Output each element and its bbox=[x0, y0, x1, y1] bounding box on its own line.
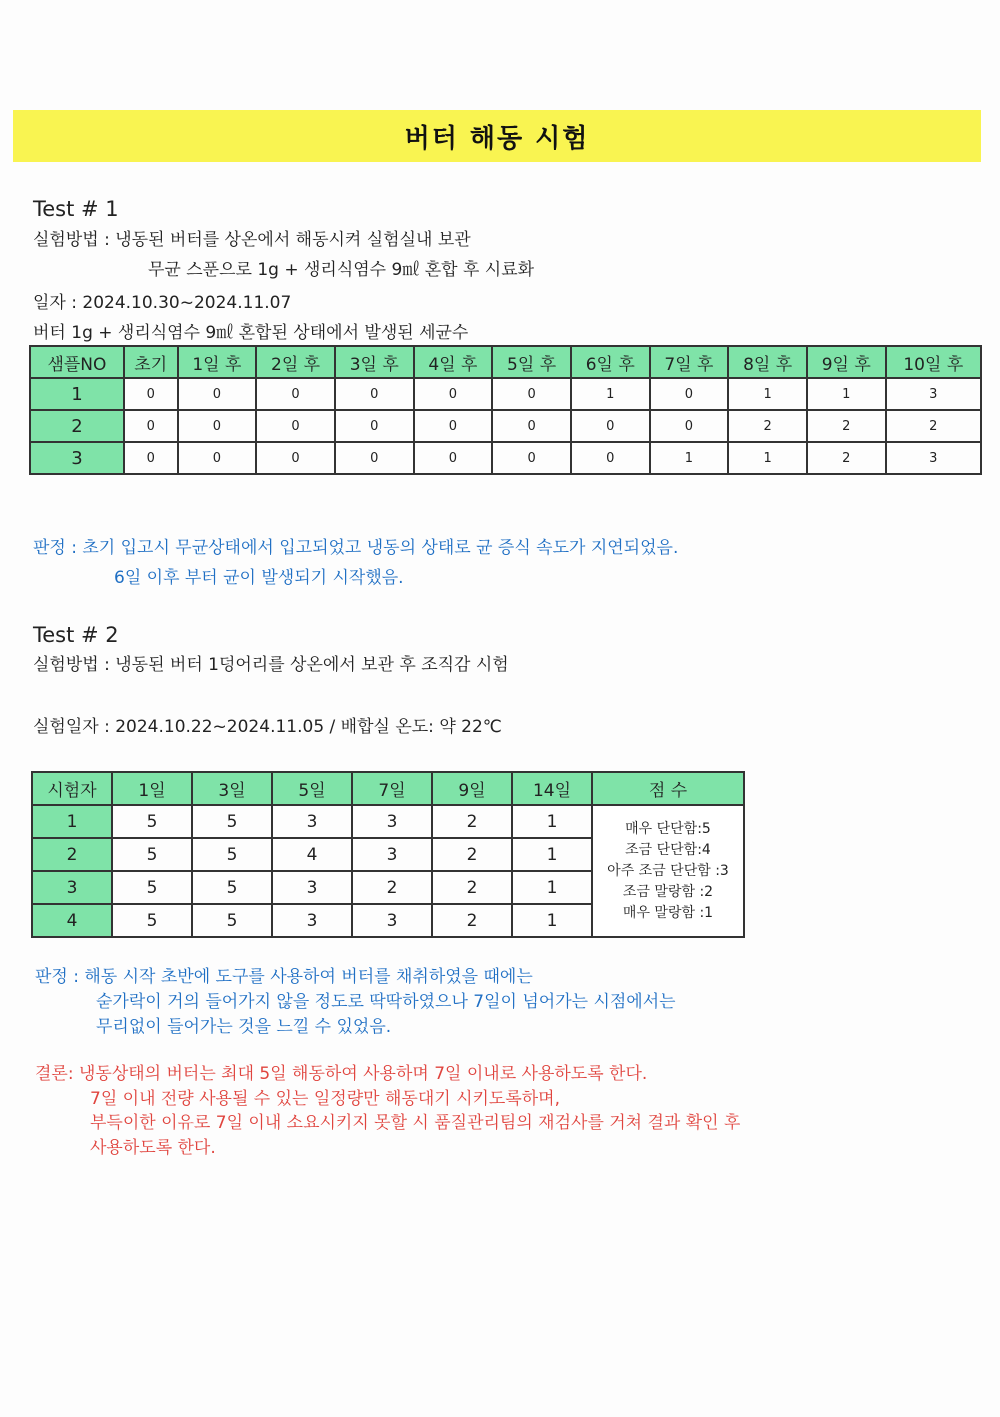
bacteria-count-table bbox=[29, 345, 982, 475]
row-label: 1 bbox=[30, 378, 124, 410]
test2-judgement-line2: 숟가락이 거의 들어가지 않을 정도로 딱딱하였으나 7일이 넘어가는 시점에서는 bbox=[96, 992, 676, 1012]
test2-heading: Test # 2 bbox=[33, 623, 119, 647]
column-header: 1일 후 bbox=[178, 346, 257, 378]
column-header: 2일 후 bbox=[256, 346, 335, 378]
table-cell: 0 bbox=[414, 378, 493, 410]
table-cell: 2 bbox=[432, 805, 512, 838]
table-cell: 5 bbox=[112, 871, 192, 904]
table-cell: 3 bbox=[272, 871, 352, 904]
table-cell: 5 bbox=[192, 871, 272, 904]
column-header: 3일 후 bbox=[335, 346, 414, 378]
table-cell: 0 bbox=[650, 410, 729, 442]
column-header: 3일 bbox=[192, 772, 272, 805]
table-cell: 3 bbox=[272, 805, 352, 838]
row-label: 2 bbox=[30, 410, 124, 442]
table-cell: 0 bbox=[124, 410, 178, 442]
row-label: 4 bbox=[32, 904, 112, 937]
table-cell: 0 bbox=[335, 378, 414, 410]
column-header: 7일 bbox=[352, 772, 432, 805]
column-header: 4일 후 bbox=[414, 346, 493, 378]
column-header: 7일 후 bbox=[650, 346, 729, 378]
test1-method-line1: 실험방법 : 냉동된 버터를 상온에서 해동시켜 실험실내 보관 bbox=[33, 230, 471, 250]
table-cell: 0 bbox=[256, 442, 335, 474]
texture-score-table bbox=[31, 771, 745, 938]
conclusion-line3: 부득이한 이유로 7일 이내 소요시키지 못할 시 품질관리팀의 재검사를 거쳐 결과 확인 후 bbox=[90, 1113, 741, 1133]
table-cell: 1 bbox=[571, 378, 650, 410]
test1-heading: Test # 1 bbox=[33, 197, 119, 221]
table-cell: 1 bbox=[807, 378, 886, 410]
table-cell: 0 bbox=[256, 410, 335, 442]
table-cell: 0 bbox=[335, 410, 414, 442]
column-header: 10일 후 bbox=[886, 346, 981, 378]
score-legend-item: 조금 말랑함 :2 bbox=[622, 883, 714, 900]
table-cell: 3 bbox=[886, 378, 981, 410]
table-row bbox=[30, 442, 981, 474]
test1-date: 일자 : 2024.10.30~2024.11.07 bbox=[33, 293, 292, 313]
table-cell: 1 bbox=[512, 871, 592, 904]
table-cell: 2 bbox=[728, 410, 807, 442]
test2-judgement-line3: 무리없이 들어가는 것을 느낄 수 있었음. bbox=[96, 1017, 392, 1037]
table-cell: 2 bbox=[352, 871, 432, 904]
table-row bbox=[30, 378, 981, 410]
row-label: 2 bbox=[32, 838, 112, 871]
test2-judgement-line1: 판정 : 해동 시작 초반에 도구를 사용하여 버터를 채취하였을 때에는 bbox=[35, 967, 533, 987]
table-cell: 0 bbox=[124, 378, 178, 410]
table-cell: 5 bbox=[192, 805, 272, 838]
table-cell: 0 bbox=[178, 410, 257, 442]
table-cell: 1 bbox=[512, 805, 592, 838]
score-legend-item: 매우 단단함:5 bbox=[625, 820, 711, 837]
column-header: 시험자 bbox=[32, 772, 112, 805]
table-cell: 3 bbox=[352, 904, 432, 937]
table-cell: 0 bbox=[571, 410, 650, 442]
table-cell: 0 bbox=[124, 442, 178, 474]
test1-judgement-line2: 6일 이후 부터 균이 발생되기 시작했음. bbox=[114, 568, 404, 588]
table-cell: 0 bbox=[256, 378, 335, 410]
table-cell: 1 bbox=[728, 442, 807, 474]
score-legend bbox=[592, 805, 744, 937]
row-label: 3 bbox=[32, 871, 112, 904]
column-header: 9일 후 bbox=[807, 346, 886, 378]
table-cell: 3 bbox=[352, 838, 432, 871]
table-cell: 1 bbox=[728, 378, 807, 410]
table-cell: 0 bbox=[492, 442, 571, 474]
row-label: 3 bbox=[30, 442, 124, 474]
table-cell: 0 bbox=[492, 378, 571, 410]
score-legend-item: 아주 조금 단단함 :3 bbox=[607, 862, 729, 879]
column-header: 샘플NO bbox=[30, 346, 124, 378]
test2-date: 실험일자 : 2024.10.22~2024.11.05 / 배합실 온도: 약 22℃ bbox=[33, 717, 502, 737]
column-header: 9일 bbox=[432, 772, 512, 805]
table-cell: 5 bbox=[192, 904, 272, 937]
document-title: 버터 해동 시험 bbox=[404, 123, 590, 154]
table-cell: 0 bbox=[650, 378, 729, 410]
table-cell: 2 bbox=[432, 838, 512, 871]
table-cell: 0 bbox=[335, 442, 414, 474]
table-cell: 0 bbox=[414, 410, 493, 442]
title-banner bbox=[13, 110, 981, 162]
table-cell: 5 bbox=[192, 838, 272, 871]
table-cell: 5 bbox=[112, 805, 192, 838]
conclusion-line2: 7일 이내 전량 사용될 수 있는 일정량만 해동대기 시키도록하며, bbox=[90, 1089, 560, 1109]
table-cell: 3 bbox=[352, 805, 432, 838]
table-cell: 5 bbox=[112, 838, 192, 871]
test1-judgement-line1: 판정 : 초기 입고시 무균상태에서 입고되었고 냉동의 상태로 균 증식 속도가 지연되었음. bbox=[33, 538, 679, 558]
test1-table-caption: 버터 1g + 생리식염수 9㎖ 혼합된 상태에서 발생된 세균수 bbox=[33, 323, 469, 343]
table-cell: 0 bbox=[571, 442, 650, 474]
table-cell: 1 bbox=[512, 904, 592, 937]
conclusion-line1: 결론: 냉동상태의 버터는 최대 5일 해동하여 사용하며 7일 이내로 사용하도록 한다. bbox=[35, 1064, 648, 1084]
row-label: 1 bbox=[32, 805, 112, 838]
table-row bbox=[30, 410, 981, 442]
conclusion-line4: 사용하도록 한다. bbox=[90, 1138, 216, 1158]
table-cell: 2 bbox=[807, 410, 886, 442]
column-header: 6일 후 bbox=[571, 346, 650, 378]
test1-method-line2: 무균 스푼으로 1g + 생리식염수 9㎖ 혼합 후 시료화 bbox=[148, 260, 535, 280]
table-row bbox=[32, 805, 744, 838]
table-cell: 2 bbox=[886, 410, 981, 442]
table-cell: 0 bbox=[178, 442, 257, 474]
table-cell: 0 bbox=[178, 378, 257, 410]
test2-method: 실험방법 : 냉동된 버터 1덩어리를 상온에서 보관 후 조직감 시험 bbox=[33, 655, 509, 675]
table-cell: 2 bbox=[432, 904, 512, 937]
column-header: 초기 bbox=[124, 346, 178, 378]
score-legend-item: 조금 단단함:4 bbox=[625, 841, 711, 858]
table-cell: 4 bbox=[272, 838, 352, 871]
column-header: 5일 후 bbox=[492, 346, 571, 378]
table-header-row bbox=[32, 772, 744, 805]
table-cell: 2 bbox=[807, 442, 886, 474]
score-legend-item: 매우 말랑함 :1 bbox=[622, 904, 714, 921]
table-cell: 5 bbox=[112, 904, 192, 937]
column-header: 8일 후 bbox=[728, 346, 807, 378]
table-cell: 1 bbox=[650, 442, 729, 474]
table-header-row bbox=[30, 346, 981, 378]
table-cell: 1 bbox=[512, 838, 592, 871]
table-cell: 3 bbox=[272, 904, 352, 937]
column-header: 14일 bbox=[512, 772, 592, 805]
table-cell: 0 bbox=[492, 410, 571, 442]
column-header: 1일 bbox=[112, 772, 192, 805]
table-cell: 3 bbox=[886, 442, 981, 474]
table-cell: 2 bbox=[432, 871, 512, 904]
table-cell: 0 bbox=[414, 442, 493, 474]
column-header: 점 수 bbox=[592, 772, 744, 805]
column-header: 5일 bbox=[272, 772, 352, 805]
